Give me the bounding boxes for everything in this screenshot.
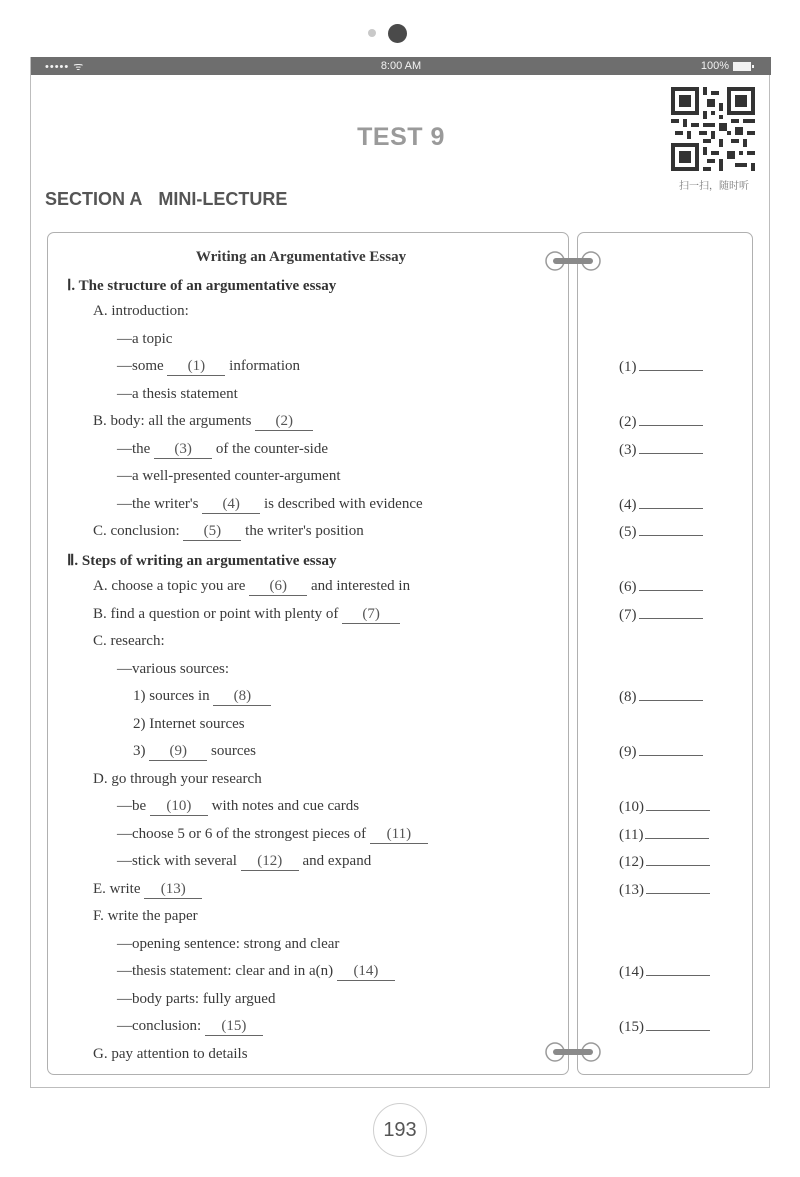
answer-line-8[interactable]: (8): [619, 688, 703, 706]
answer-line-13[interactable]: (13): [619, 881, 710, 899]
battery-icon: [733, 62, 751, 71]
note-line: B. find a question or point with plenty of (7): [93, 606, 400, 624]
page-number: 193: [373, 1103, 427, 1157]
note-line: E. write (13): [93, 881, 202, 899]
note-line: —opening sentence: strong and clear: [117, 936, 340, 952]
note-line: —a topic: [117, 331, 173, 347]
note-line: A. introduction:: [93, 303, 189, 319]
note-line: —the (3) of the counter-side: [117, 441, 328, 457]
answer-line-2[interactable]: (2): [619, 413, 703, 431]
answer-line-14[interactable]: (14): [619, 963, 710, 981]
note-line: —various sources:: [117, 661, 230, 677]
answer-line-4[interactable]: (4): [619, 496, 703, 514]
answer-line-1[interactable]: (1): [619, 358, 703, 376]
note-line: —conclusion: (15): [117, 1018, 263, 1036]
blank-11: (11): [370, 826, 428, 844]
note-line: —be (10) with notes and cue cards: [117, 798, 360, 814]
note-line: B. body: all the arguments (2): [93, 413, 313, 431]
blank-6: (6): [249, 578, 307, 596]
status-time: 8:00 AM: [380, 60, 422, 72]
battery-percent: 100%: [700, 60, 729, 72]
answer-line-11[interactable]: (11): [619, 826, 709, 844]
answer-line-6[interactable]: (6): [619, 578, 703, 596]
status-bar: [31, 57, 771, 75]
answer-line-9[interactable]: (9): [619, 743, 703, 761]
blank-5: (5): [183, 523, 241, 541]
answer-line-15[interactable]: (15): [619, 1018, 710, 1036]
page-indicator-dot: [368, 29, 376, 37]
blank-10: (10): [150, 798, 208, 816]
test-title: TEST 9: [357, 123, 445, 151]
answer-line-5[interactable]: (5): [619, 523, 703, 541]
blank-8: (8): [213, 688, 271, 706]
notes-title: Writing an Argumentative Essay: [195, 249, 407, 265]
blank-13: (13): [144, 881, 202, 899]
note-line: F. write the paper: [93, 908, 198, 924]
note-line: —a well-presented counter-argument: [117, 468, 341, 484]
blank-1: (1): [167, 358, 225, 376]
part1-heading: Ⅰ. The structure of an argumentative essay: [67, 278, 337, 294]
note-line: 3) (9) sources: [133, 743, 256, 759]
note-line: G. pay attention to details: [93, 1046, 248, 1062]
note-line: 2) Internet sources: [133, 716, 245, 732]
note-line: —a thesis statement: [117, 386, 238, 402]
answer-line-12[interactable]: (12): [619, 853, 710, 871]
answer-line-10[interactable]: (10): [619, 798, 710, 816]
note-line: —the writer's (4) is described with evidence: [117, 496, 423, 512]
answer-line-7[interactable]: (7): [619, 606, 703, 624]
part2-heading: Ⅱ. Steps of writing an argumentative essay: [67, 553, 337, 569]
blank-4: (4): [202, 496, 260, 514]
note-line: —stick with several (12) and expand: [117, 853, 372, 869]
section-title: [45, 189, 287, 210]
tablet-frame: [30, 57, 770, 1088]
note-line: D. go through your research: [93, 771, 262, 787]
answer-line-3[interactable]: (3): [619, 441, 703, 459]
page-indicator-dot-active: [388, 24, 407, 43]
blank-7: (7): [342, 606, 400, 624]
battery-status: [701, 60, 751, 72]
blank-2: (2): [255, 413, 313, 431]
note-line: C. research:: [93, 633, 165, 649]
section-label: SECTION A: [45, 189, 143, 209]
note-line: C. conclusion: (5) the writer's position: [93, 523, 364, 539]
binder-ring-icon: [544, 1041, 602, 1063]
qr-caption: 扫一扫，随时听: [679, 181, 749, 192]
note-line: 1) sources in (8): [133, 688, 271, 706]
qr-code-icon[interactable]: [671, 87, 755, 171]
note-line: A. choose a topic you are (6) and interested in: [93, 578, 411, 594]
blank-14: (14): [337, 963, 395, 981]
section-name: MINI-LECTURE: [158, 189, 288, 209]
note-line: —choose 5 or 6 of the strongest pieces of (11): [117, 826, 428, 844]
blank-9: (9): [149, 743, 207, 761]
note-line: —body parts: fully argued: [117, 991, 276, 1007]
blank-3: (3): [154, 441, 212, 459]
signal-icon: ••••• ᯤ: [45, 61, 85, 73]
note-line: —some (1) information: [117, 358, 300, 374]
blank-15: (15): [205, 1018, 263, 1036]
blank-12: (12): [241, 853, 299, 871]
note-line: —thesis statement: clear and in a(n) (14): [117, 963, 395, 981]
